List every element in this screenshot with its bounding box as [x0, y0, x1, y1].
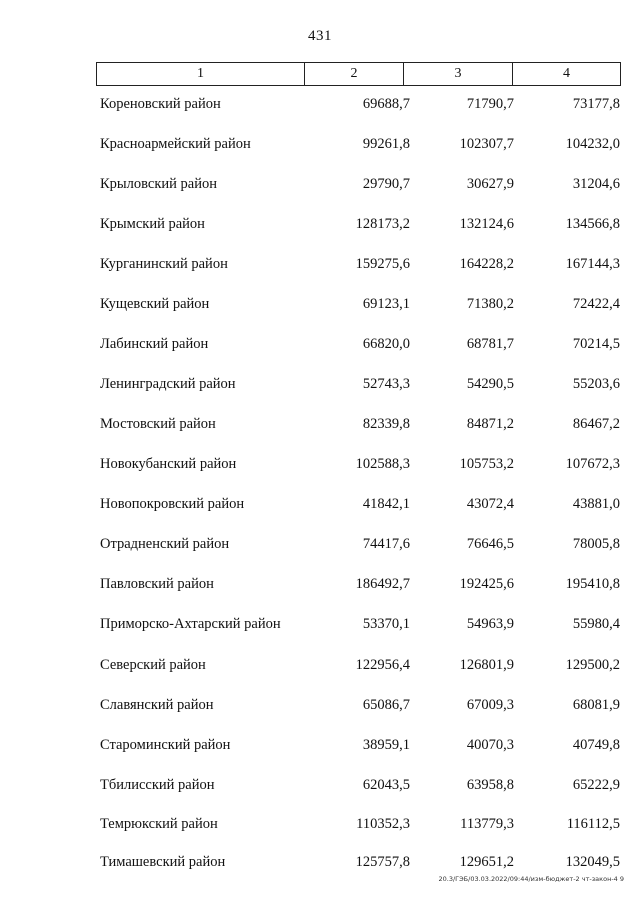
value-col-4: 195410,8: [565, 576, 620, 592]
value-col-4: 107672,3: [565, 456, 620, 472]
district-name: Мостовский район: [100, 416, 216, 432]
value-col-4: 134566,8: [565, 216, 620, 232]
value-col-2: 99261,8: [362, 136, 410, 152]
district-name: Крымский район: [100, 216, 205, 232]
district-name: Курганинский район: [100, 256, 228, 272]
value-col-2: 52743,3: [362, 376, 410, 392]
value-col-3: 54963,9: [466, 616, 514, 632]
page-number: 431: [308, 28, 332, 44]
value-col-4: 70214,5: [572, 336, 620, 352]
value-col-2: 62043,5: [362, 777, 410, 793]
table-row: [0, 616, 640, 638]
header-col-2: 2: [305, 63, 404, 85]
value-col-2: 186492,7: [355, 576, 410, 592]
value-col-2: 102588,3: [355, 456, 410, 472]
district-name: Темрюкский район: [100, 816, 218, 832]
value-col-4: 167144,3: [565, 256, 620, 272]
table-row: [0, 536, 640, 558]
value-col-3: 71380,2: [466, 296, 514, 312]
value-col-3: 43072,4: [466, 496, 514, 512]
value-col-4: 72422,4: [572, 296, 620, 312]
table-row: [0, 376, 640, 398]
value-col-3: 68781,7: [466, 336, 514, 352]
value-col-3: 102307,7: [459, 136, 514, 152]
district-name: Ленинградский район: [100, 376, 236, 392]
value-col-3: 76646,5: [466, 536, 514, 552]
value-col-2: 38959,1: [362, 737, 410, 753]
value-col-3: 30627,9: [466, 176, 514, 192]
district-name: Новопокровский район: [100, 496, 245, 512]
value-col-2: 65086,7: [362, 697, 410, 713]
district-name: Тбилисский район: [100, 777, 215, 793]
value-col-3: 54290,5: [466, 376, 514, 392]
table-row: [0, 816, 640, 838]
district-name: Староминский район: [100, 737, 231, 753]
value-col-4: 68081,9: [572, 697, 620, 713]
table-row: [0, 697, 640, 719]
value-col-2: 159275,6: [355, 256, 410, 272]
district-name: Павловский район: [100, 576, 214, 592]
value-col-4: 132049,5: [565, 854, 620, 870]
table-row: [0, 336, 640, 358]
value-col-2: 66820,0: [362, 336, 410, 352]
value-col-4: 65222,9: [572, 777, 620, 793]
table-row: [0, 737, 640, 759]
value-col-2: 122956,4: [355, 657, 410, 673]
value-col-3: 63958,8: [466, 777, 514, 793]
value-col-3: 40070,3: [466, 737, 514, 753]
value-col-2: 69688,7: [362, 96, 410, 112]
table-row: [0, 777, 640, 799]
value-col-4: 73177,8: [572, 96, 620, 112]
value-col-4: 129500,2: [565, 657, 620, 673]
table-row: [0, 136, 640, 158]
table-row: [0, 296, 640, 318]
table-row: [0, 176, 640, 198]
district-name: Новокубанский район: [100, 456, 237, 472]
value-col-3: 132124,6: [459, 216, 514, 232]
value-col-2: 82339,8: [362, 416, 410, 432]
district-name: Отрадненский район: [100, 536, 230, 552]
value-col-3: 126801,9: [459, 657, 514, 673]
table-row: [0, 456, 640, 478]
value-col-4: 78005,8: [572, 536, 620, 552]
table-header: [96, 62, 621, 86]
value-col-2: 29790,7: [362, 176, 410, 192]
table-row: [0, 496, 640, 518]
district-name: Тимашевский район: [100, 854, 226, 870]
table-row: [0, 96, 640, 118]
header-col-4: 4: [563, 66, 570, 81]
value-col-3: 113779,3: [460, 816, 514, 832]
value-col-4: 43881,0: [572, 496, 620, 512]
value-col-2: 41842,1: [362, 496, 410, 512]
value-col-2: 125757,8: [355, 854, 410, 870]
value-col-3: 67009,3: [466, 697, 514, 713]
value-col-4: 55980,4: [572, 616, 620, 632]
value-col-3: 129651,2: [459, 854, 514, 870]
table-row: [0, 576, 640, 598]
value-col-4: 40749,8: [572, 737, 620, 753]
value-col-2: 69123,1: [362, 296, 410, 312]
district-name: Крыловский район: [100, 176, 217, 192]
district-name: Лабинский район: [100, 336, 209, 352]
table-row: [0, 216, 640, 238]
district-name: Красноармейский район: [100, 136, 251, 152]
table-row: [0, 657, 640, 679]
district-name: Кущевский район: [100, 296, 210, 312]
header-col-3: 3: [404, 63, 513, 85]
value-col-4: 116112,5: [566, 816, 620, 832]
table-row: [0, 854, 640, 876]
value-col-3: 84871,2: [466, 416, 514, 432]
footer-stamp: 20.3/ГЭБ/03.03.2022/09:44/изм-бюджет-2 чт-закон-4 9: [438, 875, 624, 883]
value-col-2: 128173,2: [355, 216, 410, 232]
header-col-1: 1: [97, 63, 305, 85]
table-row: [0, 416, 640, 438]
value-col-2: 110352,3: [356, 816, 410, 832]
value-col-2: 53370,1: [362, 616, 410, 632]
district-name: Кореновский район: [100, 96, 221, 112]
value-col-3: 105753,2: [459, 456, 514, 472]
district-name: Северский район: [100, 657, 206, 673]
district-name: Приморско-Ахтарский район: [100, 616, 281, 632]
value-col-2: 74417,6: [362, 536, 410, 552]
district-name: Славянский район: [100, 697, 214, 713]
value-col-4: 55203,6: [572, 376, 620, 392]
value-col-4: 31204,6: [572, 176, 620, 192]
value-col-4: 86467,2: [572, 416, 620, 432]
value-col-3: 192425,6: [459, 576, 514, 592]
value-col-3: 164228,2: [459, 256, 514, 272]
table-row: [0, 256, 640, 278]
value-col-4: 104232,0: [565, 136, 620, 152]
value-col-3: 71790,7: [466, 96, 514, 112]
